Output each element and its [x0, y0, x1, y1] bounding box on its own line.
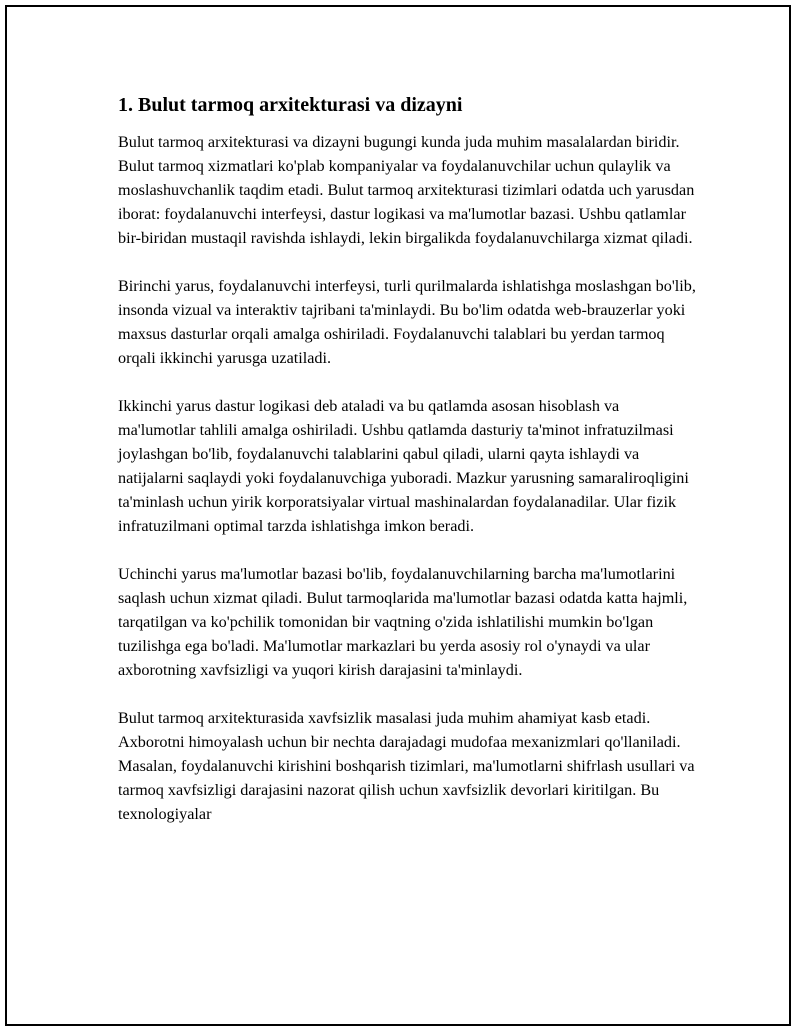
paragraph-4: Uchinchi yarus ma'lumotlar bazasi bo'lib, foydalanuvchilarning barcha ma'lumotlarini saqlash uchun xizmat qiladi. Bulut tarmoqlarida ma'lumotlar bazasi odatda katta hajmli, tarqatilgan va ko'pchilik tomonidan bir vaqtning o'zida ishlatilishi mumkin bo'lgan tuzilishga ega bo'ladi. Ma'lumotlar markazlari bu yerda asosiy rol o'ynaydi va ular axborotning xavfsizligi va yuqori kirish darajasini ta'minlaydi.: [118, 565, 688, 679]
paragraph-5: Bulut tarmoq arxitekturasida xavfsizlik masalasi juda muhim ahamiyat kasb etadi. Axborotni himoyalash uchun bir nechta darajadagi mudofaa mexanizmlari qo'llaniladi. Masalan, foydalanuvchi kirishini boshqarish tizimlari, ma'lumotlarni shifrlash usullari va tarmoq xavfsizligi darajasini nazorat qilish uchun xavfsizlik devorlari kiritilgan. Bu texnologiyalar: [118, 709, 695, 823]
paragraph-2: Birinchi yarus, foydalanuvchi interfeysi, turli qurilmalarda ishlatishga moslashgan bo'lib, insonda vizual va interaktiv tajribani ta'minlaydi. Bu bo'lim odatda web-brauzerlar yoki maxsus dasturlar orqali amalga oshiriladi. Foydalanuvchi talablari bu yerdan tarmoq orqali ikkinchi yarusga uzatiladi.: [118, 277, 696, 367]
paragraph-1: Bulut tarmoq arxitekturasi va dizayni bugungi kunda juda muhim masalalardan biridir. Bulut tarmoq xizmatlari ko'plab kompaniyalar va foydalanuvchilar uchun qulaylik va moslashuvchanlik taqdim etadi. Bulut tarmoq arxitekturasi tizimlari odatda uch yarusdan iborat: foydalanuvchi interfeysi, dastur logikasi va ma'lumotlar bazasi. Ushbu qatlamlar bir-biridan mustaqil ravishda ishlaydi, lekin birgalikda foydalanuvchilarga xizmat qiladi.: [118, 133, 695, 247]
paragraph-3: Ikkinchi yarus dastur logikasi deb ataladi va bu qatlamda asosan hisoblash va ma'lumotlar tahlili amalga oshiriladi. Ushbu qatlamda dasturiy ta'minot infratuzilmasi joylashgan bo'lib, foydalanuvchi talablarini qabul qiladi, ularni qayta ishlaydi va natijalarni saqlaydi yoki foydalanuvchiga yuboradi. Mazkur yarusning samaraliroqligini ta'minlash uchun yirik korporatsiyalar virtual mashinalardan foydalanadilar. Ular fizik infratuzilmani optimal tarzda ishlatishga imkon beradi.: [118, 397, 689, 535]
document-body: [118, 92, 698, 850]
section-title: 1. Bulut tarmoq arxitekturasi va dizayni: [118, 94, 463, 116]
